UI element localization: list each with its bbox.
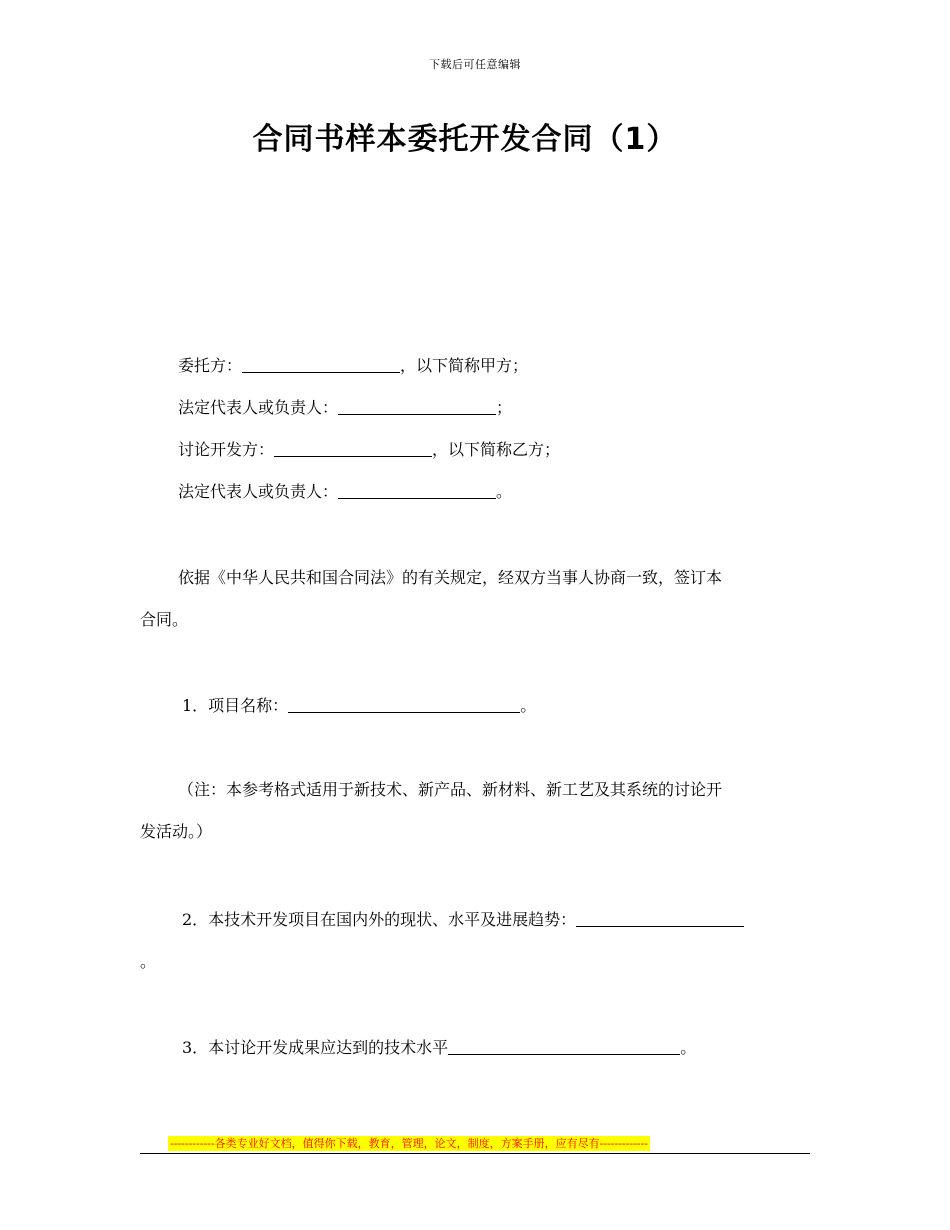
item3-suffix: 。 [680, 1038, 697, 1057]
note-line-2: 发活动。） [140, 822, 213, 841]
developer-label: 讨论开发方： [178, 440, 275, 459]
item2-blank [576, 910, 744, 927]
client-rep-line [178, 398, 512, 418]
developer-rep-line [178, 482, 512, 502]
developer-line [178, 440, 560, 460]
item2-label: 2．本技术开发项目在国内外的现状、水平及进展趋势： [182, 910, 577, 929]
developer-rep-blank [338, 482, 496, 499]
client-blank [242, 356, 400, 373]
client-suffix: ，以下简称甲方； [400, 356, 529, 375]
client-rep-label: 法定代表人或负责人： [178, 398, 339, 417]
item3-line [182, 1038, 696, 1058]
item3-label: 3．本讨论开发成果应达到的技术水平 [182, 1038, 449, 1057]
client-line [178, 356, 528, 376]
note-line-1: （注：本参考格式适用于新技术、新产品、新材料、新工艺及其系统的讨论开 [178, 780, 723, 799]
preamble-line-2: 合同。 [140, 610, 189, 629]
item2-line-2: 。 [140, 952, 157, 971]
header-note: 下载后可任意编辑 [429, 58, 521, 71]
footer-divider [140, 1153, 810, 1154]
client-rep-suffix: ； [496, 398, 513, 417]
item1-label: 1．项目名称： [182, 696, 289, 715]
footer-banner: ------------各类专业好文档，值得你下载，教育，管理，论文，制度，方案手册，应有尽有------------- [170, 1137, 648, 1150]
item1-blank [288, 696, 520, 713]
client-label: 委托方： [178, 356, 243, 375]
developer-blank [274, 440, 432, 457]
preamble-line-1: 依据《中华人民共和国合同法》的有关规定，经双方当事人协商一致，签订本 [178, 568, 723, 587]
developer-suffix: ，以下简称乙方； [432, 440, 561, 459]
item1-line [182, 696, 536, 716]
item1-suffix: 。 [520, 696, 537, 715]
document-title: 合同书样本委托开发合同（1） [252, 122, 678, 157]
item2-line [182, 910, 744, 930]
item3-blank [448, 1038, 680, 1055]
developer-rep-label: 法定代表人或负责人： [178, 482, 339, 501]
client-rep-blank [338, 398, 496, 415]
developer-rep-suffix: 。 [496, 482, 513, 501]
